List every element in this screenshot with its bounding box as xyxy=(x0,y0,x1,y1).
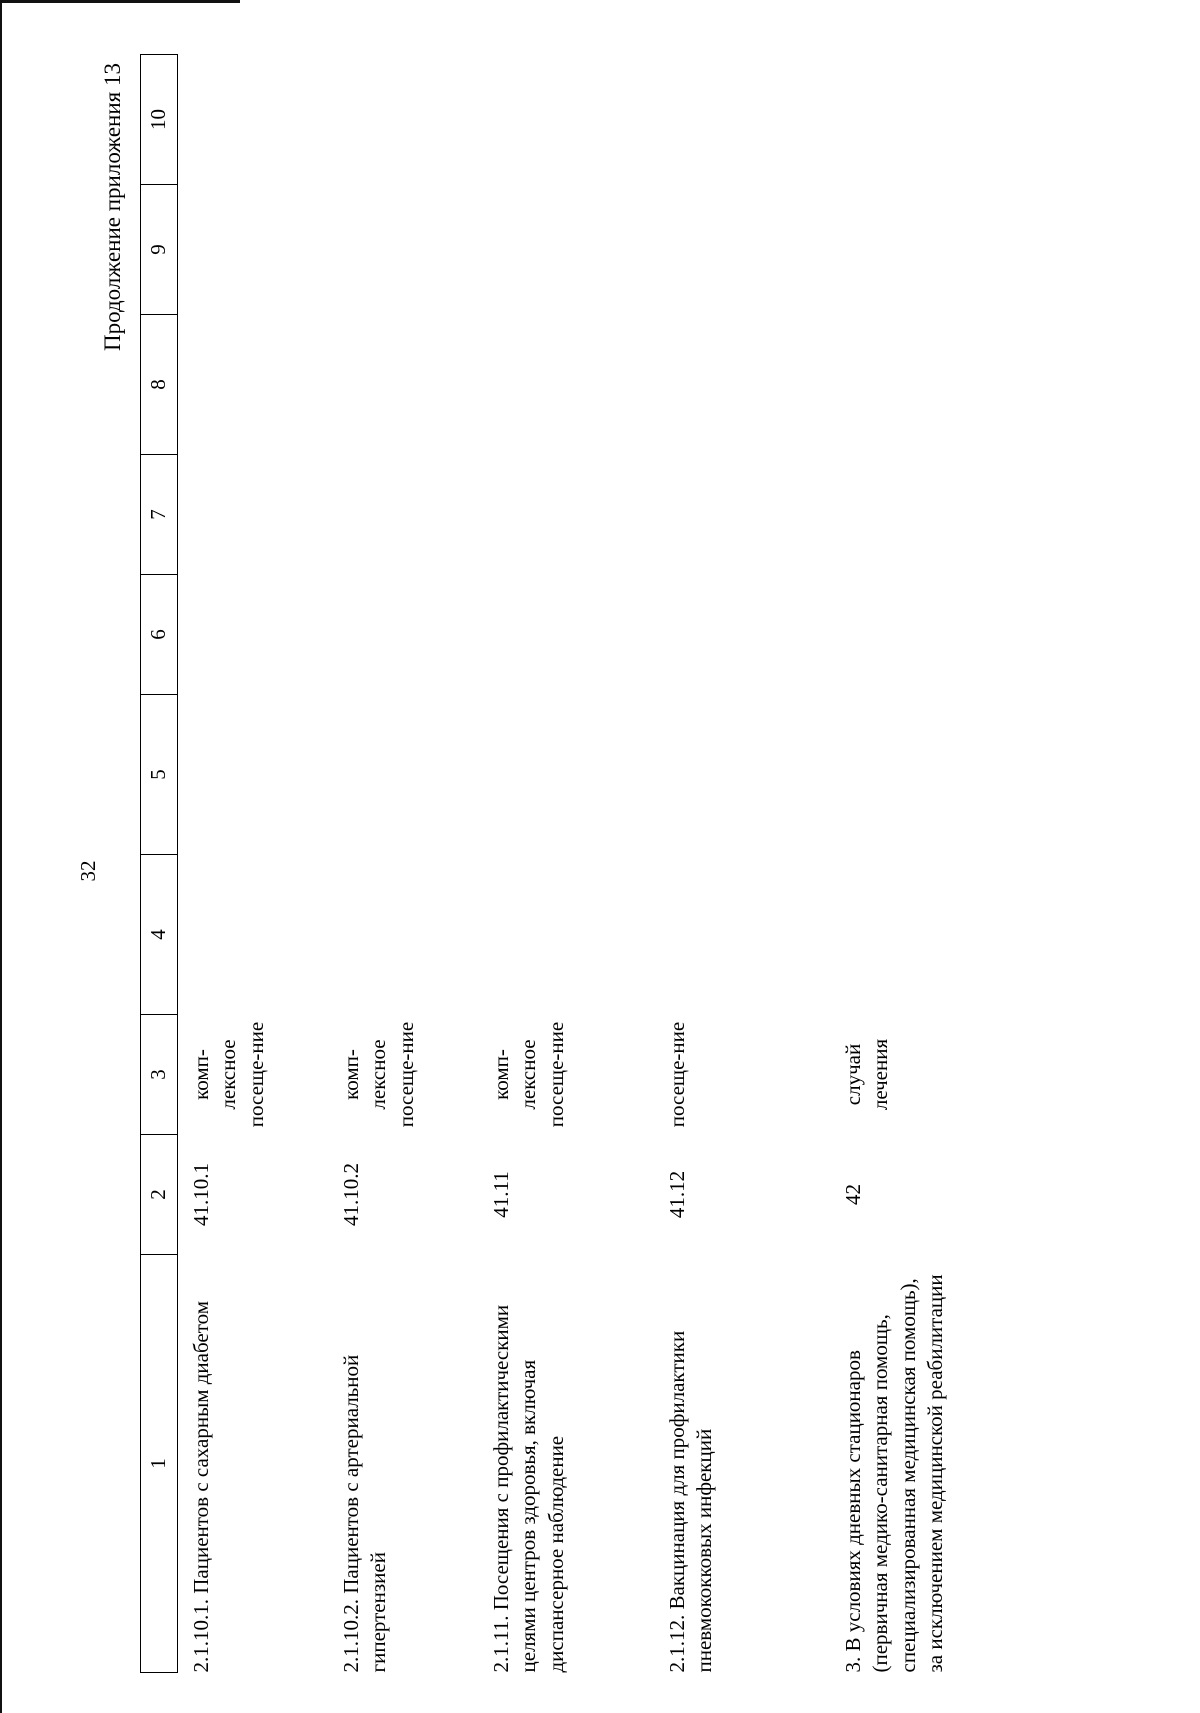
empty-cell xyxy=(478,695,654,855)
row-unit-cell: комп-лексное посеще-ние xyxy=(339,1021,418,1128)
row-unit-cell: посеще-ние xyxy=(665,1021,689,1128)
empty-cell xyxy=(830,575,1140,695)
row-code-cell: 41.12 xyxy=(665,1170,689,1219)
empty-cell xyxy=(654,695,830,855)
empty-cell xyxy=(178,55,329,185)
row-code-cell: 42 xyxy=(841,1184,865,1205)
empty-cell xyxy=(328,575,478,695)
empty-cell xyxy=(178,855,329,1015)
column-header: 4 xyxy=(141,855,178,1015)
empty-cell xyxy=(830,315,1140,455)
empty-cell xyxy=(328,455,478,575)
empty-cell xyxy=(654,575,830,695)
empty-cell xyxy=(830,695,1140,855)
empty-cell xyxy=(178,695,329,855)
column-header: 1 xyxy=(141,1255,178,1673)
row-name-cell: 2.1.12. Вакцинация для профилактики пневмококковых инфекций xyxy=(665,1330,717,1673)
empty-cell xyxy=(830,55,1140,185)
empty-cell xyxy=(178,575,329,695)
empty-cell xyxy=(654,855,830,1015)
empty-cell xyxy=(478,55,654,185)
empty-cell xyxy=(478,575,654,695)
row-unit-cell: комп-лексное посеще-ние xyxy=(489,1021,568,1128)
row-unit-cell: комп-лексное посеще-ние xyxy=(189,1021,268,1128)
empty-cell xyxy=(830,185,1140,315)
table-row xyxy=(654,55,830,1673)
empty-cell xyxy=(328,855,478,1015)
empty-cell xyxy=(178,315,329,455)
row-code-cell: 41.10.2 xyxy=(339,1163,363,1226)
continuation-title: Продолжение приложения 13 xyxy=(100,63,125,351)
table-row xyxy=(830,55,1140,1673)
column-header: 2 xyxy=(141,1135,178,1255)
table-header-row xyxy=(141,55,178,1673)
table-row xyxy=(478,55,654,1673)
empty-cell xyxy=(178,185,329,315)
empty-cell xyxy=(654,315,830,455)
row-unit-cell: случай лечения xyxy=(841,1038,893,1111)
row-code-cell: 41.11 xyxy=(489,1171,513,1218)
table-row xyxy=(328,55,478,1673)
column-header: 3 xyxy=(141,1015,178,1135)
column-header: 8 xyxy=(141,315,178,455)
row-code-cell: 41.10.1 xyxy=(189,1163,213,1226)
column-header: 5 xyxy=(141,695,178,855)
row-name-cell: 3. В условиях дневных стационаров (первичная медико-санитарная помощь, специализированная медицинская помощь), за исключением медицинской реабилитации xyxy=(841,1274,947,1673)
empty-cell xyxy=(654,55,830,185)
empty-cell xyxy=(654,455,830,575)
table-row xyxy=(178,55,329,1673)
appendix-table xyxy=(140,54,1140,1673)
empty-cell xyxy=(328,695,478,855)
empty-cell xyxy=(328,315,478,455)
empty-cell xyxy=(654,185,830,315)
empty-cell xyxy=(478,455,654,575)
empty-cell xyxy=(478,315,654,455)
empty-cell xyxy=(478,185,654,315)
empty-cell xyxy=(830,855,1140,1015)
empty-cell xyxy=(328,185,478,315)
row-name-cell: 2.1.10.1. Пациентов с сахарным диабетом xyxy=(189,1301,213,1673)
empty-cell xyxy=(830,455,1140,575)
column-header: 9 xyxy=(141,185,178,315)
column-header: 6 xyxy=(141,575,178,695)
column-header: 10 xyxy=(141,55,178,185)
page-number: 32 xyxy=(76,860,100,882)
row-name-cell: 2.1.11. Посещения с профилактическими целями центров здоровья, включая диспансерное наблюдение xyxy=(489,1304,568,1673)
empty-cell xyxy=(178,455,329,575)
empty-cell xyxy=(328,55,478,185)
row-name-cell: 2.1.10.2. Пациентов с артериальной гипертензией xyxy=(339,1354,391,1673)
column-header: 7 xyxy=(141,455,178,575)
empty-cell xyxy=(478,855,654,1015)
